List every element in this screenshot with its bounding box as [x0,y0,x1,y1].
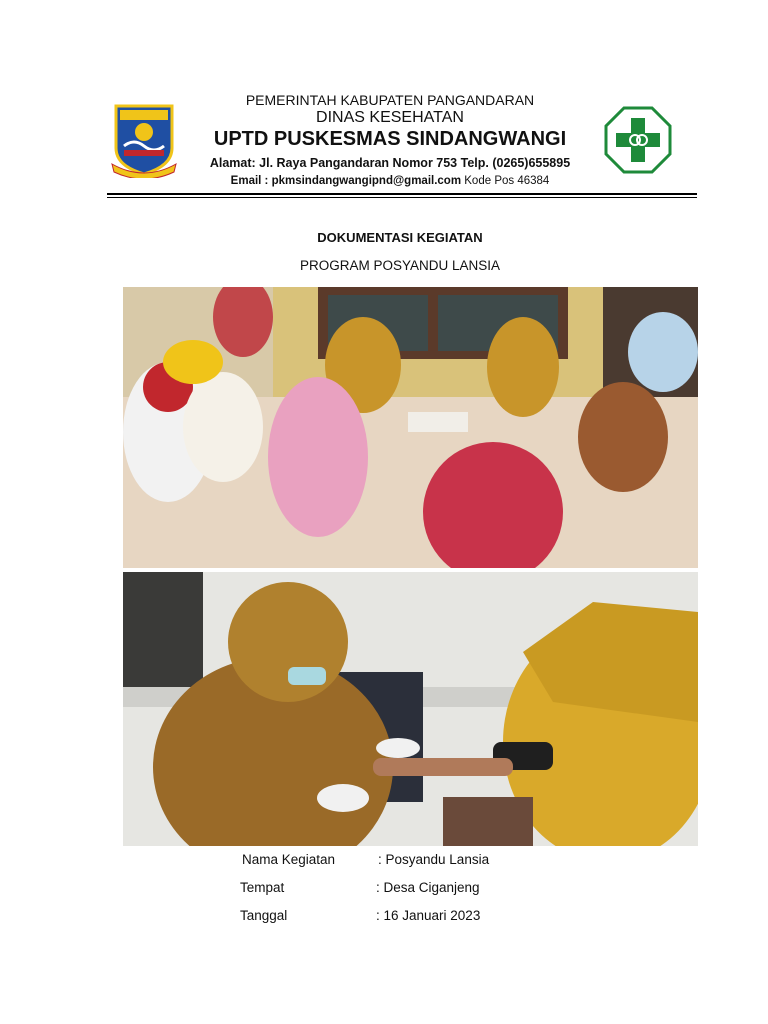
info-label-date: Tanggal [240,908,288,923]
header-agency: DINAS KESEHATAN [316,109,464,126]
header-puskesmas-name: UPTD PUSKESMAS SINDANGWANGI [213,128,567,150]
header-postcode: Kode Pos 46384 [464,175,550,187]
info-label-place: Tempat [240,880,285,895]
header-contact [180,175,600,187]
pangandaran-crest-logo [110,102,178,178]
blood-pressure-check-photo [123,572,698,846]
group-posyandu-photo [123,287,698,568]
document-subtitle: PROGRAM POSYANDU LANSIA [299,258,501,273]
info-value-date: : 16 Januari 2023 [376,908,481,923]
info-label-activity: Nama Kegiatan [242,852,336,867]
header-email: Email : pkmsindangwangipnd@gmail.com [230,175,462,187]
info-value-place: : Desa Ciganjeng [376,880,480,895]
header-divider-thick [107,193,697,195]
header-government: PEMERINTAH KABUPATEN PANGANDARAN [245,92,535,108]
document-title: DOKUMENTASI KEGIATAN [317,230,483,245]
header-divider-thin [107,197,697,198]
info-value-activity: : Posyandu Lansia [378,852,490,867]
header-address: Alamat: Jl. Raya Pangandaran Nomor 753 Telp. (0265)655895 [209,156,571,170]
puskesmas-logo [604,106,672,174]
